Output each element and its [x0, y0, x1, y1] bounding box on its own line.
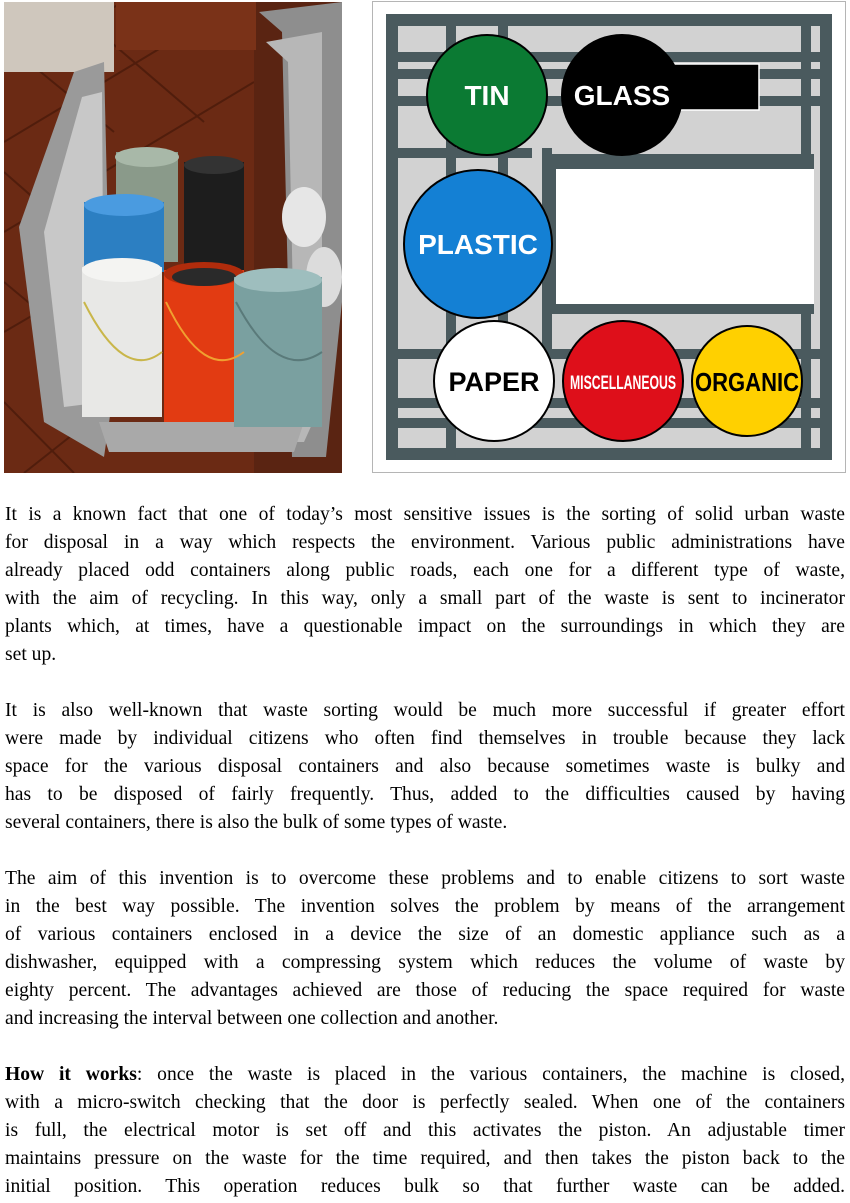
- bin-organic: [692, 326, 802, 436]
- bin-miscellaneous: [563, 321, 683, 441]
- text-line: dishwasher, equipped with a compressing system which reduces the volume of waste by: [5, 952, 845, 973]
- bin-tin: [427, 35, 547, 155]
- text-line: already placed odd containers along public roads, each one for a different type of waste,: [5, 560, 845, 581]
- text-line: [5, 1061, 845, 1089]
- bin-tin-label: TIN: [464, 80, 510, 111]
- bin-miscellaneous-label: MISCELLANEOUS: [570, 373, 676, 394]
- bin-plastic: [404, 170, 552, 318]
- diagram-window: [556, 169, 814, 304]
- text-line: initial position. This operation reduces bulk so that further waste can be added.: [5, 1176, 845, 1197]
- bin-paper: [434, 321, 554, 441]
- photo-illustration: [4, 2, 342, 473]
- text-line: plants which, at times, have a questionable impact on the surroundings in which they are: [5, 616, 845, 637]
- text-line: maintains pressure on the waste for the time required, and then takes the piston back to the: [5, 1148, 845, 1169]
- document-body: [5, 501, 845, 1201]
- bin-paper-label: PAPER: [448, 367, 540, 397]
- text-line: has to be disposed of fairly frequently. Thus, added to the difficulties caused by having: [5, 784, 845, 805]
- text-line: space for the various disposal containers and also because sometimes waste is bulky and: [5, 756, 845, 777]
- text-line: It is a known fact that one of today’s most sensitive issues is the sorting of solid urban waste: [5, 504, 845, 525]
- how-it-works-heading: How it works: [5, 1064, 137, 1085]
- bin-glass: [562, 35, 682, 155]
- text-line: in the best way possible. The invention solves the problem by means of the arrangement: [5, 896, 845, 917]
- text-line: of various containers enclosed in a device the size of an domestic appliance such as a: [5, 924, 845, 945]
- text-line: for disposal in a way which respects the environment. Various public administrations have: [5, 532, 845, 553]
- text-line: with the aim of recycling. In this way, only a small part of the waste is sent to incinerator: [5, 588, 845, 609]
- text-line: The aim of this invention is to overcome these problems and to enable citizens to sort waste: [5, 868, 845, 889]
- bin-plastic-label: PLASTIC: [418, 229, 538, 260]
- text-line: set up.: [5, 644, 57, 665]
- text-line: with a micro-switch checking that the door is perfectly sealed. When one of the containers: [5, 1092, 845, 1113]
- text-line: were made by individual citizens who often find themselves in trouble because they lack: [5, 728, 845, 749]
- paragraph-intro: [5, 501, 845, 669]
- paragraph-problem: [5, 697, 845, 837]
- paragraph-aim: [5, 865, 845, 1033]
- paragraph-how-it-works: [5, 1061, 845, 1201]
- bin-glass-label: GLASS: [573, 80, 671, 111]
- bin-organic-label: ORGANIC: [695, 367, 800, 397]
- photo-waste-containers-in-drawer: [4, 2, 342, 473]
- text-line: several containers, there is also the bulk of some types of waste.: [5, 812, 508, 833]
- text-line: It is also well-known that waste sorting would be much more successful if greater effort: [5, 700, 845, 721]
- text-line-rest: : once the waste is placed in the various containers, the machine is closed,: [136, 1064, 845, 1085]
- text-line: eighty percent. The advantages achieved are those of reducing the space required for waste: [5, 980, 845, 1001]
- text-line: and increasing the interval between one collection and another.: [5, 1008, 499, 1029]
- text-line: is full, the electrical motor is set off and this activates the piston. An adjustable timer: [5, 1120, 845, 1141]
- waste-bin-layout-diagram: [386, 14, 832, 460]
